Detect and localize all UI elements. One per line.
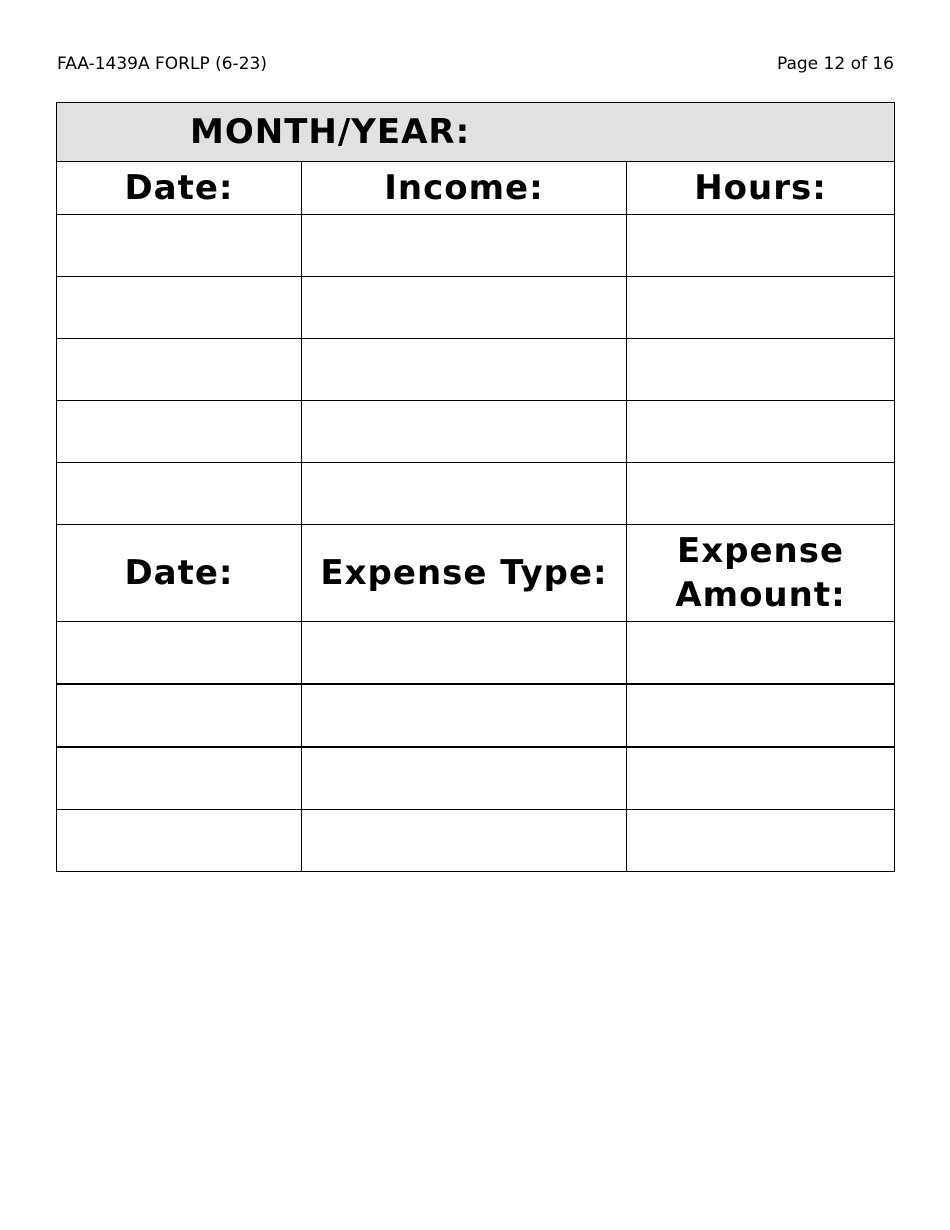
income-hours-cell[interactable] [627,277,895,339]
form-id: FAA-1439A FORLP (6-23) [57,54,267,74]
income-header: Income: [302,162,627,215]
expense-header-row [57,525,895,622]
income-amount-cell[interactable] [302,215,627,277]
expense-date-cell[interactable] [57,622,302,685]
expense-type-cell[interactable] [302,810,627,872]
income-date-cell[interactable] [57,277,302,339]
income-row [57,339,895,401]
income-amount-cell[interactable] [302,463,627,525]
month-year-label: MONTH/YEAR: [57,103,895,162]
month-year-row [57,103,895,162]
income-date-cell[interactable] [57,339,302,401]
income-header-row [57,162,895,215]
expense-date-cell[interactable] [57,684,302,747]
expense-date-cell[interactable] [57,810,302,872]
page-number: Page 12 of 16 [776,54,894,74]
income-row [57,463,895,525]
expense-row [57,747,895,810]
income-date-header: Date: [57,162,302,215]
expense-row [57,810,895,872]
income-date-cell[interactable] [57,463,302,525]
expense-amount-header: Expense Amount: [627,525,895,622]
income-row [57,215,895,277]
expense-amount-cell[interactable] [627,622,895,685]
expense-row [57,622,895,685]
income-row [57,277,895,339]
expense-type-cell[interactable] [302,684,627,747]
expense-date-cell[interactable] [57,747,302,810]
expense-amount-cell[interactable] [627,684,895,747]
expense-type-cell[interactable] [302,747,627,810]
expense-date-header: Date: [57,525,302,622]
income-amount-cell[interactable] [302,277,627,339]
income-hours-cell[interactable] [627,339,895,401]
income-hours-cell[interactable] [627,463,895,525]
income-hours-cell[interactable] [627,215,895,277]
expense-amount-cell[interactable] [627,810,895,872]
expense-row [57,684,895,747]
income-hours-cell[interactable] [627,401,895,463]
expense-type-header: Expense Type: [302,525,627,622]
expense-type-cell[interactable] [302,622,627,685]
income-date-cell[interactable] [57,401,302,463]
income-row [57,401,895,463]
expense-amount-cell[interactable] [627,747,895,810]
income-expense-log-table [56,102,895,872]
income-amount-cell[interactable] [302,401,627,463]
income-date-cell[interactable] [57,215,302,277]
income-amount-cell[interactable] [302,339,627,401]
hours-header: Hours: [627,162,895,215]
